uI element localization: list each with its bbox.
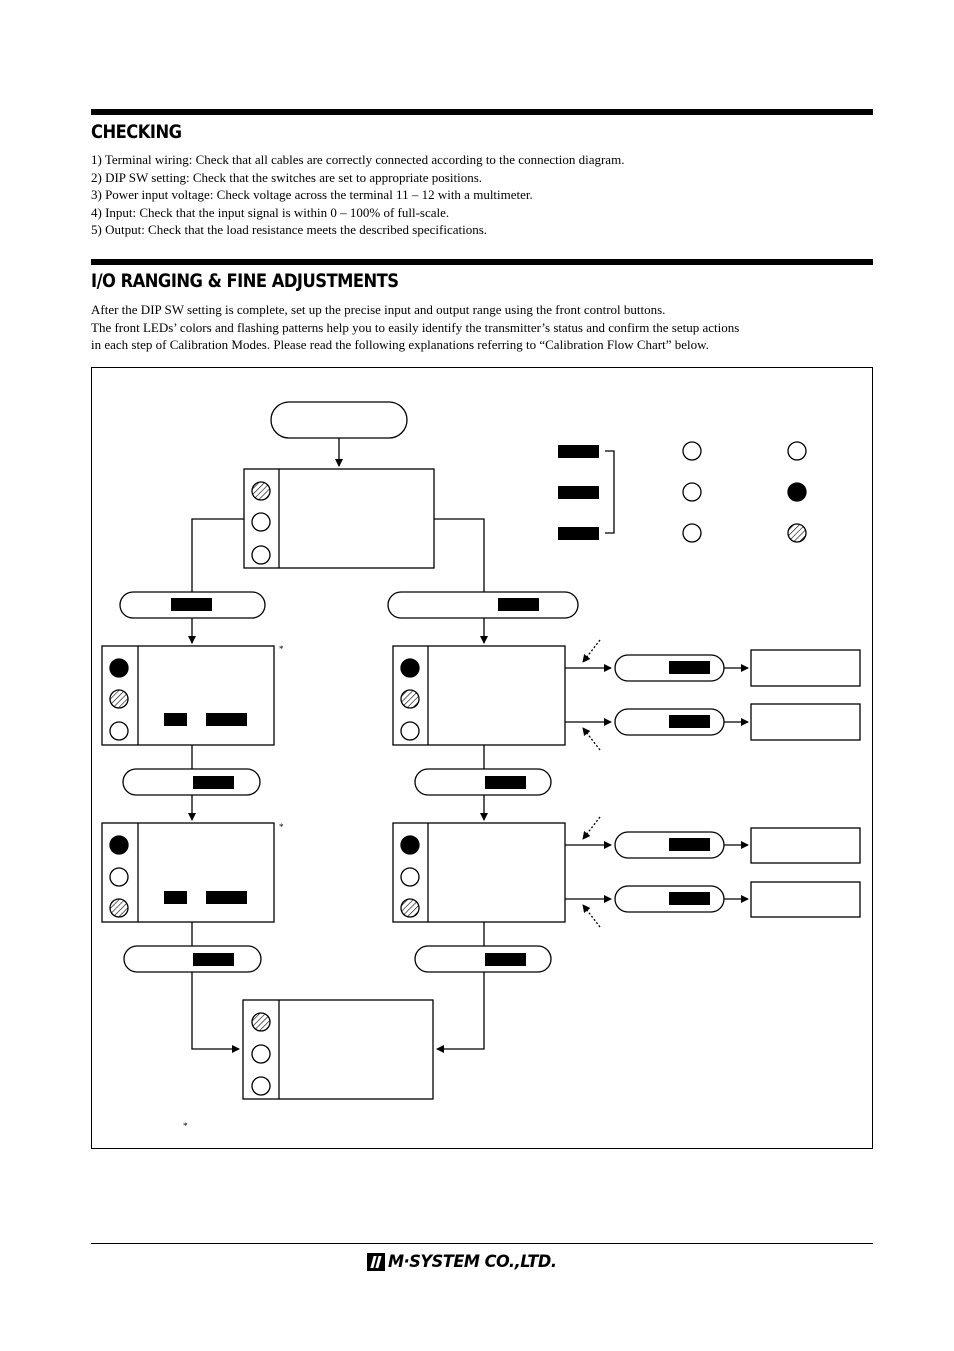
legend-label-bar [558, 445, 599, 458]
led-flashing-icon [252, 1013, 270, 1031]
button-label-bar [485, 953, 526, 966]
asterisk-note: * [279, 822, 284, 832]
led-off-icon [788, 442, 806, 460]
intro-line: After the DIP SW setting is complete, set up the precise input and output range using the front control buttons. [91, 302, 666, 317]
led-on-icon [401, 836, 419, 854]
checking-heading: CHECKING [91, 121, 182, 143]
value-label-bar [206, 891, 247, 904]
led-on-icon [401, 659, 419, 677]
led-off-icon [683, 524, 701, 542]
company-logo [367, 1252, 565, 1272]
footer-rule [91, 1243, 873, 1244]
checking-item: 1) Terminal wiring: Check that all cables are correctly connected according to the connection diagram. [91, 152, 625, 167]
checking-item: 2) DIP SW setting: Check that the switches are set to appropriate positions. [91, 169, 483, 185]
led-flashing-icon [788, 524, 806, 542]
led-off-icon [683, 483, 701, 501]
result-box [751, 828, 860, 863]
button-step-terminator [415, 946, 551, 972]
value-label-bar [164, 713, 187, 726]
button-label-bar [669, 892, 710, 905]
checking-item: 4) Input: Check that the input signal is within 0 – 100% of full-scale. [91, 204, 450, 220]
value-label-bar [164, 891, 187, 904]
intro-line: The front LEDs’ colors and flashing patterns help you to easily identify the transmitter’s status and confirm the setup actions [91, 319, 740, 335]
led-flashing-icon [110, 690, 128, 708]
asterisk-note: * [279, 644, 284, 654]
button-label-bar [171, 598, 212, 611]
result-box [751, 650, 860, 686]
led-off-icon [252, 513, 270, 531]
led-off-icon [110, 722, 128, 740]
m-system-logo-icon [367, 1253, 385, 1271]
legend-label-bar [558, 527, 599, 540]
button-step-terminator [415, 769, 551, 795]
led-off-icon [683, 442, 701, 460]
led-flashing-icon [252, 482, 270, 500]
led-on-icon [110, 836, 128, 854]
normal-mode-box [244, 469, 434, 568]
checking-item: 3) Power input voltage: Check voltage across the terminal 11 – 12 with a multimeter. [91, 187, 533, 202]
legend-label-bar [558, 486, 599, 499]
button-label-bar [669, 838, 710, 851]
button-step-terminator [388, 592, 578, 618]
led-flashing-icon [401, 690, 419, 708]
result-box [751, 704, 860, 740]
connector [192, 519, 244, 592]
button-label-bar [669, 661, 710, 674]
intro-line: in each step of Calibration Modes. Please read the following explanations referring to “Calibration Flow Chart” below. [91, 337, 709, 352]
led-off-icon [401, 868, 419, 886]
return-normal-box [243, 1000, 433, 1099]
start-terminator [271, 402, 407, 438]
led-off-icon [252, 546, 270, 564]
button-step-terminator [124, 946, 261, 972]
button-label-bar [485, 776, 526, 789]
button-label-bar [669, 715, 710, 728]
button-step-terminator [123, 769, 260, 795]
checking-item: 5) Output: Check that the load resistance meets the described specifications. [91, 222, 488, 237]
led-on-icon [788, 483, 806, 501]
result-box [751, 882, 860, 917]
connector [434, 519, 484, 592]
led-off-icon [401, 722, 419, 740]
asterisk-note: * [183, 1121, 188, 1131]
button-label-bar [193, 953, 234, 966]
value-label-bar [206, 713, 247, 726]
led-off-icon [252, 1077, 270, 1095]
led-on-icon [110, 659, 128, 677]
led-off-icon [252, 1045, 270, 1063]
company-logo-text: M·SYSTEM CO.,LTD. [388, 1252, 557, 1272]
led-flashing-icon [401, 899, 419, 917]
led-off-icon [110, 868, 128, 886]
io-ranging-heading: I/O RANGING & FINE ADJUSTMENTS [91, 270, 399, 292]
legend-bracket [605, 451, 614, 533]
button-label-bar [498, 598, 539, 611]
button-label-bar [193, 776, 234, 789]
led-flashing-icon [110, 899, 128, 917]
